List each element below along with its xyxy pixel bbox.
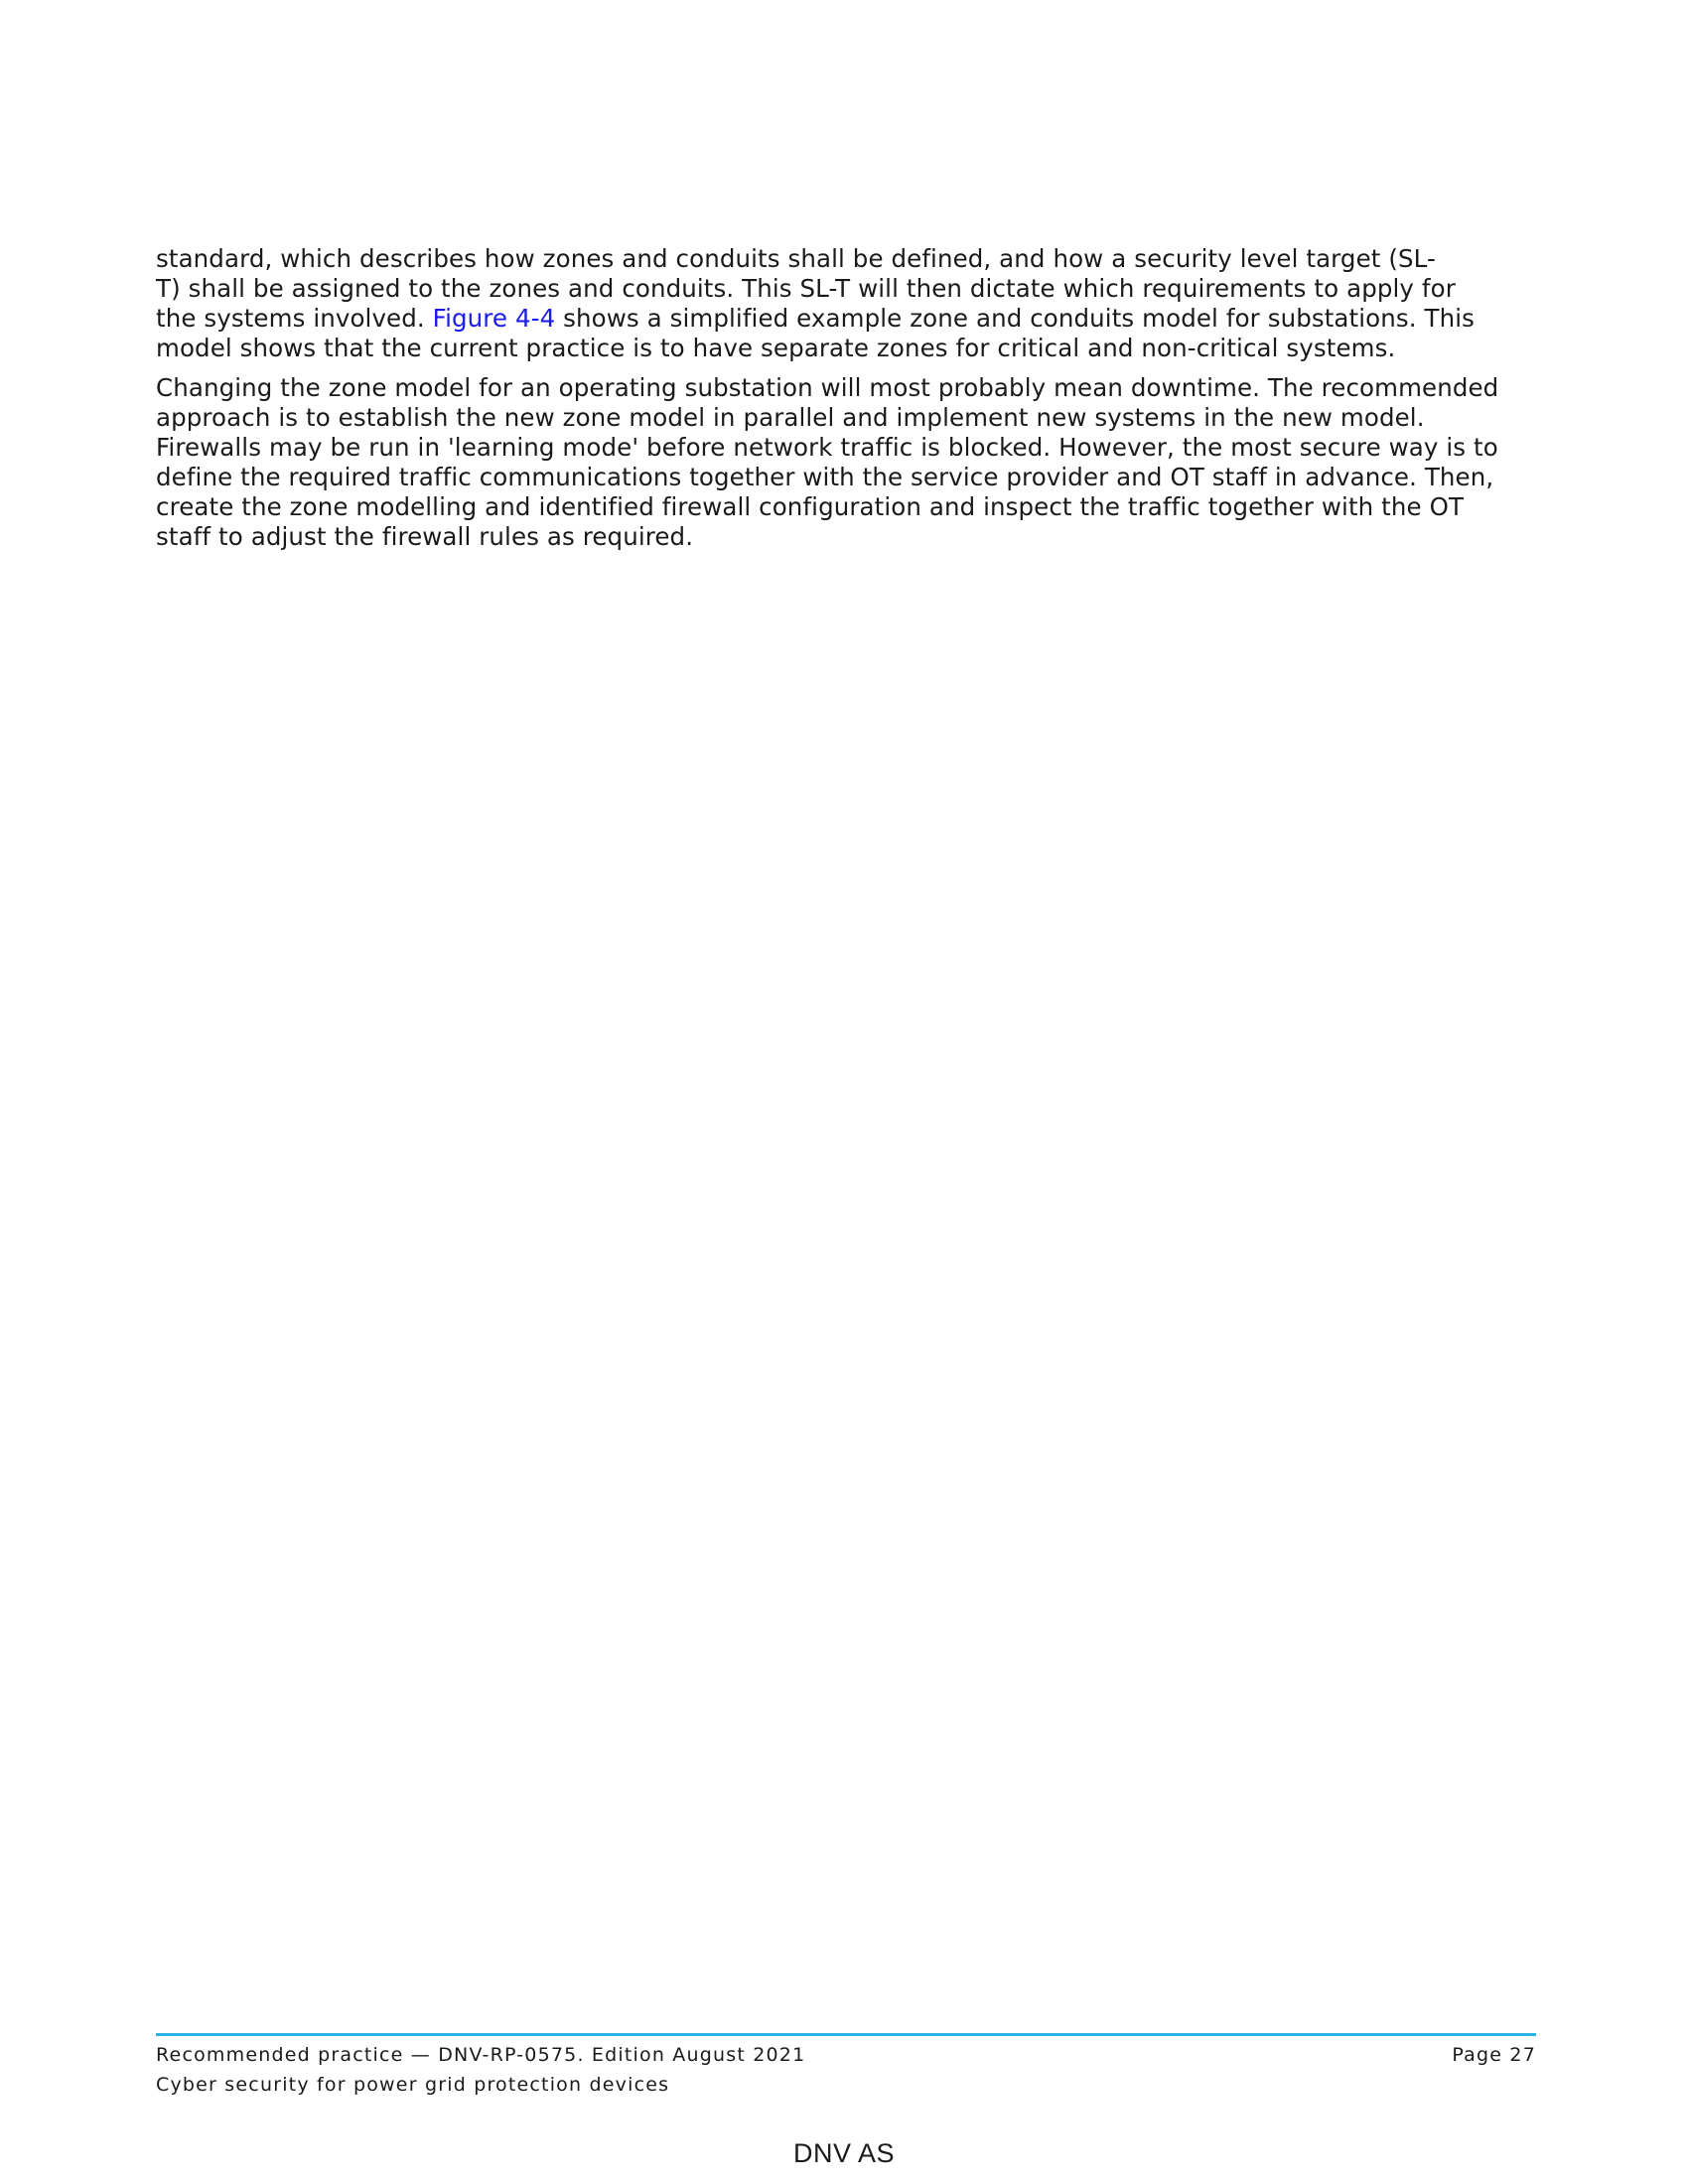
text-line-with-link (156, 304, 1536, 334)
figure-4-4-link[interactable]: Figure 4-4 (432, 304, 556, 333)
text-line: approach is to establish the new zone model in parallel and implement new systems in the new model. (156, 403, 1425, 432)
paragraph-zones-and-conduits (156, 244, 1536, 363)
footer-divider (156, 2033, 1536, 2036)
text-fragment: the systems involved. (156, 304, 433, 333)
body-text (156, 244, 1536, 562)
text-line: create the zone modelling and identified firewall configuration and inspect the traffic together with the OT (156, 492, 1465, 521)
text-fragment: shows a simplified example zone and conduits model for substations. This (555, 304, 1475, 333)
company-name: DNV AS (792, 2138, 896, 2168)
text-line: staff to adjust the firewall rules as required. (156, 522, 694, 551)
footer-document-line (156, 2043, 1536, 2067)
text-line: Firewalls may be run in 'learning mode' before network traffic is blocked. However, the most secure way is to (156, 433, 1498, 462)
text-line: T) shall be assigned to the zones and conduits. This SL-T will then dictate which requirements to apply for (156, 274, 1456, 303)
footer-document-title: Cyber security for power grid protection devices (156, 2074, 670, 2096)
paragraph-changing-zone-model (156, 373, 1536, 552)
text-line: model shows that the current practice is to have separate zones for critical and non-critical systems. (156, 334, 1396, 362)
text-line: Changing the zone model for an operating substation will most probably mean downtime. The recommended (156, 373, 1499, 402)
footer-document-reference: Recommended practice — DNV-RP-0575. Edition August 2021 (156, 2044, 806, 2066)
footer-title-line (156, 2073, 1536, 2097)
text-line: standard, which describes how zones and conduits shall be defined, and how a security level target (SL- (156, 244, 1436, 273)
page-number: Page 27 (1452, 2044, 1536, 2066)
text-line: define the required traffic communications together with the service provider and OT staff in advance. Then, (156, 463, 1494, 491)
